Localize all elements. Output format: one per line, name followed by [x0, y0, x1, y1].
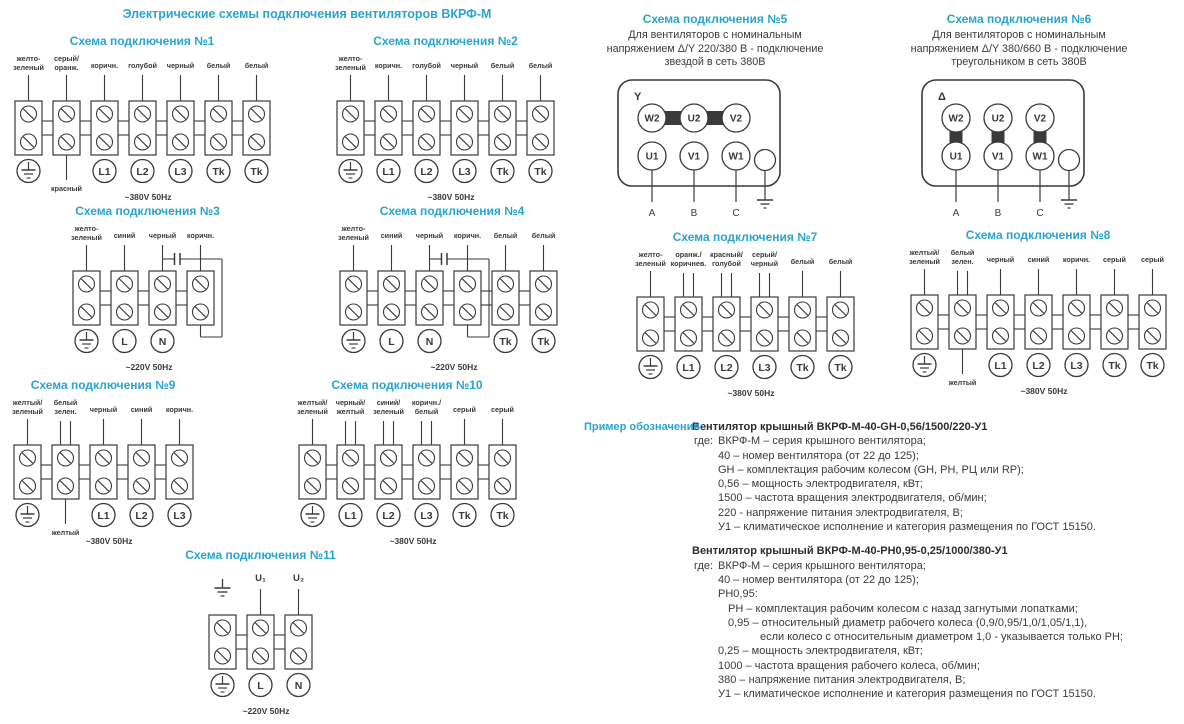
terminal-circle-label: Tk: [795, 362, 809, 374]
scheme-7: [602, 230, 888, 404]
motor-terminal-label: W2: [644, 113, 660, 124]
terminal-circle-label: L1: [382, 166, 395, 178]
example-line: 40 – номер вентилятора (от 22 до 125);: [718, 449, 919, 462]
wire-label: желтый: [51, 528, 79, 537]
scheme-10-diagram: [287, 395, 527, 552]
wire-label: желто-: [341, 224, 365, 233]
scheme-4: [328, 204, 576, 378]
example-line: РН – комплектация рабочим колесом с назад загнутыми лопатками;: [728, 602, 1078, 615]
wire-label: голубой: [711, 259, 741, 268]
terminal-block: [15, 101, 42, 155]
wire-label: белый: [244, 61, 268, 70]
designation-example: [584, 420, 1184, 702]
example-line: 1500 – частота вращения электродвигателя, об/мин;: [718, 492, 987, 505]
wire-label: черный: [89, 405, 117, 414]
terminal-block: [53, 101, 80, 155]
motor-terminals-svg: [894, 78, 1144, 226]
scheme-10: [287, 378, 527, 552]
terminal-block: [167, 101, 194, 155]
scheme-1-title: Схема подключения №1: [69, 34, 215, 48]
terminal-block: [91, 101, 118, 155]
terminal-block: [675, 297, 702, 351]
terminal-block: [713, 297, 740, 351]
motor-terminal-label: U1: [949, 151, 963, 162]
motor-terminal-label: V2: [1033, 113, 1047, 124]
terminal-block: [987, 295, 1014, 349]
ground-icon: [215, 579, 231, 596]
wire-label: желто-: [74, 224, 99, 233]
scheme-9-title: Схема подключения №9: [30, 378, 176, 392]
terminal-circle-label: L1: [97, 166, 111, 178]
scheme-8-diagram: [893, 245, 1183, 402]
motor-terminal-label: U1: [645, 151, 659, 162]
scheme-7-diagram: [602, 247, 888, 404]
wire-label: зеленый: [908, 257, 940, 266]
wire-label: серый: [452, 405, 476, 414]
scheme-11-diagram: [168, 565, 353, 722]
winding-type-label: Δ: [938, 90, 946, 103]
motor-terminal-label: W2: [948, 113, 964, 124]
scheme-11-title: Схема подключения №11: [185, 548, 336, 562]
wire-label: желтый: [336, 407, 364, 416]
scheme-6-desc-line: треугольником в сеть 380В: [951, 56, 1087, 68]
terminal-circle-label: Tk: [536, 336, 550, 348]
wire-label: коричн.: [453, 231, 481, 240]
scheme-3-title: Схема подключения №3: [75, 204, 220, 218]
wire-label: U₁: [255, 573, 266, 584]
scheme-5-diagram: [572, 78, 858, 231]
terminal-circle-label: Tk: [534, 166, 547, 178]
ground-terminal: [1059, 149, 1080, 170]
terminal-block: [454, 271, 481, 325]
wire-label: зеленый: [11, 407, 43, 416]
terminal-block: [911, 295, 938, 349]
example-line: если колесо с относительным диаметром 1,0 - указывается только РН;: [760, 631, 1123, 644]
jumper-bar: [1034, 131, 1047, 143]
wire-label: зелен.: [53, 407, 77, 416]
terminal-block: [247, 615, 274, 669]
wire-label: черный/: [335, 398, 365, 407]
terminal-block: [299, 445, 326, 499]
example-line: 0,25 – мощность электродвигателя, кВт;: [718, 645, 923, 658]
scheme-1: [2, 34, 282, 208]
terminal-block: [1101, 295, 1128, 349]
wire-label: белый: [528, 61, 553, 70]
terminal-block: [751, 297, 778, 351]
scheme-5-desc-line: звездой в сеть 380В: [664, 56, 766, 68]
terminal-block: [187, 271, 214, 325]
wire-label: коричнев.: [670, 259, 706, 268]
terminal-circle-label: L2: [1031, 360, 1045, 372]
scheme-3: [50, 204, 245, 378]
terminal-circle-label: L3: [419, 510, 433, 522]
jumper-bar: [950, 131, 963, 143]
terminal-block: [492, 271, 519, 325]
scheme-6-description: [876, 29, 1162, 70]
wire-label: зелен.: [950, 257, 974, 266]
terminal-block: [789, 297, 816, 351]
terminal-circle-label: N: [294, 680, 303, 692]
wire-label: черный: [750, 259, 778, 268]
terminal-circle-label: Tk: [249, 166, 263, 178]
terminal-circle-label: L1: [993, 360, 1007, 372]
wire-label: черный: [450, 61, 479, 70]
example-line: У1 – климатическое исполнение и категория размещения по ГОСТ 15150.: [718, 688, 1096, 701]
wire-label: белый: [490, 61, 515, 70]
terminal-strip-svg: [199, 565, 322, 717]
scheme-9: [3, 378, 203, 552]
scheme-1-diagram: [2, 51, 282, 208]
example-line: 0,95 – относительный диаметр рабочего колеса (0,9/0,95/1,0/1,05/1,1),: [728, 616, 1088, 629]
wire-label: белый: [414, 407, 438, 416]
terminal-circle-label: L2: [420, 166, 433, 178]
example-line: РН0,95:: [718, 588, 758, 601]
jumper-bar: [992, 131, 1005, 143]
terminal-block: [128, 445, 155, 499]
terminal-strip-svg: [327, 51, 564, 203]
voltage-label: ~380V 50Hz: [1019, 386, 1068, 396]
terminal-circle-label: Tk: [833, 362, 847, 374]
scheme-5-description: [572, 29, 858, 70]
voltage-label: ~220V 50Hz: [429, 362, 478, 372]
wire-label: желтый/: [297, 398, 327, 407]
page-title: Электрические схемы подключения вентиляторов ВКРФ-М: [122, 7, 492, 21]
wire-label: белый: [53, 398, 77, 407]
terminal-block: [243, 101, 270, 155]
voltage-label: ~380V 50Hz: [388, 536, 437, 546]
example-line: 40 – номер вентилятора (от 22 до 125);: [718, 573, 919, 586]
motor-terminal-label: V1: [991, 151, 1005, 162]
wire-label: оранж./: [674, 250, 702, 259]
example-line: У1 – климатическое исполнение и категория размещения по ГОСТ 15150.: [718, 521, 1096, 534]
wire-label: синий: [1027, 255, 1049, 264]
terminal-block: [205, 101, 232, 155]
terminal-circle-label: L3: [1069, 360, 1083, 372]
terminal-block: [1063, 295, 1090, 349]
motor-terminal-label: U2: [687, 113, 701, 124]
example-line: ВКРФ-М – серия крышного вентилятора;: [718, 559, 926, 572]
ground-icon: [1061, 170, 1077, 208]
scheme-6-desc-line: напряжением Δ/Y 380/660 В - подключение: [910, 42, 1128, 55]
wire-label: голубой: [412, 61, 441, 70]
terminal-circle-label: L3: [172, 510, 186, 522]
wire-label: голубой: [127, 61, 157, 70]
terminal-circle-label: L3: [173, 166, 187, 178]
wire-label: коричн.: [165, 405, 193, 414]
motor-terminal-label: V2: [729, 113, 743, 124]
example-label: Пример обозначения:: [584, 421, 704, 433]
scheme-6-title: Схема подключения №6: [946, 12, 1092, 26]
voltage-label: ~380V 50Hz: [123, 192, 172, 202]
wire-label: желтый/: [909, 248, 939, 257]
scheme-2-diagram: [318, 51, 573, 208]
wire-label: красный: [50, 184, 82, 193]
wire-label: желтый: [948, 378, 976, 387]
motor-terminals-svg: [590, 78, 840, 226]
wire-label: оранж.: [53, 63, 79, 72]
motor-box: [618, 80, 780, 186]
scheme-5-desc-line: напряжением Δ/Y 220/380 В - подключение: [606, 42, 824, 55]
terminal-block: [1139, 295, 1166, 349]
terminal-circle-label: N: [158, 336, 167, 348]
example-block-1-where: где:: [694, 435, 714, 448]
terminal-circle-label: N: [425, 336, 433, 348]
motor-terminal-label: V1: [687, 151, 701, 162]
wire-label: белый: [950, 248, 974, 257]
example-block-1-lines: [718, 434, 1184, 534]
scheme-5-desc-line: Для вентиляторов с номинальным: [628, 29, 802, 41]
scheme-6-desc-line: Для вентиляторов с номинальным: [932, 29, 1106, 41]
phase-label: B: [690, 207, 698, 219]
phase-label: C: [1036, 207, 1044, 219]
capacitor-icon: [163, 253, 223, 337]
wire-label: белый: [206, 61, 230, 70]
wire-label: зеленый: [337, 233, 369, 242]
terminal-circle-label: L: [257, 680, 264, 692]
wire-label: желто-: [638, 250, 662, 259]
scheme-3-diagram: [50, 221, 245, 378]
wire-label: синий: [113, 231, 136, 240]
example-line: 380 – напряжение питания электродвигателя, В;: [718, 674, 966, 687]
wire-label: синий/: [376, 398, 400, 407]
terminal-block: [52, 445, 79, 499]
terminal-strip-svg: [4, 395, 203, 547]
example-block-2-where: где:: [694, 559, 714, 572]
scheme-9-diagram: [3, 395, 203, 552]
scheme-2: [318, 34, 573, 208]
wire-label: белый: [828, 257, 852, 266]
terminal-circle-label: L1: [681, 362, 695, 374]
scheme-11: [168, 548, 353, 722]
terminal-block: [637, 297, 664, 351]
terminal-circle-label: Tk: [1145, 360, 1159, 372]
wire-label: серый/: [751, 250, 777, 259]
scheme-5-title: Схема подключения №5: [642, 12, 788, 26]
phase-label: C: [732, 207, 740, 219]
wire-label: желто-: [338, 54, 363, 63]
wire-label: желтый/: [12, 398, 42, 407]
terminal-circle-label: Tk: [498, 336, 512, 348]
wire-label: белый: [493, 231, 517, 240]
wire-label: синий: [380, 231, 402, 240]
wire-label: коричн.: [90, 61, 118, 70]
terminal-strip-svg: [627, 247, 864, 399]
scheme-6-diagram: [876, 78, 1162, 231]
terminal-block: [209, 615, 236, 669]
wire-label: черный: [415, 231, 443, 240]
scheme-8: [893, 228, 1183, 402]
winding-type-label: Y: [634, 90, 642, 103]
wire-label: черный: [148, 231, 177, 240]
terminal-circle-label: L2: [135, 166, 149, 178]
example-block-2-title: Вентилятор крышный ВКРФ-М-40-РН0,95-0,25/1000/380-У1: [692, 545, 1008, 558]
wire-label: серый/: [53, 54, 79, 63]
terminal-circle-label: Tk: [211, 166, 225, 178]
ground-terminal: [755, 149, 776, 170]
scheme-8-title: Схема подключения №8: [965, 228, 1111, 242]
terminal-circle-label: L: [121, 336, 128, 348]
wire-label: зеленый: [12, 63, 44, 72]
wire-label: коричн.: [1062, 255, 1090, 264]
terminal-strip-svg: [901, 245, 1176, 397]
scheme-5: [572, 12, 858, 231]
terminal-circle-label: L1: [343, 510, 357, 522]
terminal-circle-label: Tk: [457, 510, 471, 522]
terminal-strip-svg: [63, 221, 232, 373]
wire-label: коричн./: [411, 398, 441, 407]
wire-label: серый: [490, 405, 514, 414]
wire-label: зеленый: [634, 259, 666, 268]
terminal-block: [827, 297, 854, 351]
terminal-circle-label: L: [387, 336, 395, 348]
wire-label: синий: [130, 405, 152, 414]
terminal-block: [340, 271, 367, 325]
scheme-6: [876, 12, 1162, 231]
voltage-label: ~380V 50Hz: [726, 388, 775, 398]
example-line: GH – комплектация рабочим колесом (GH, PH, РЦ или RP);: [718, 463, 1024, 476]
terminal-block: [337, 445, 364, 499]
motor-terminal-label: W1: [1032, 151, 1048, 162]
wire-label: зеленый: [335, 63, 366, 72]
terminal-block: [375, 101, 402, 155]
wire-label: желто-: [16, 54, 40, 63]
terminal-block: [129, 101, 156, 155]
terminal-circle-label: L2: [134, 510, 148, 522]
wire-label: зеленый: [71, 233, 102, 242]
terminal-block: [451, 445, 478, 499]
terminal-block: [527, 101, 554, 155]
wire-label: зеленый: [372, 407, 404, 416]
terminal-block: [416, 271, 443, 325]
voltage-label: ~220V 50Hz: [242, 706, 290, 716]
terminal-circle-label: L1: [96, 510, 110, 522]
wire-label: белый: [790, 257, 814, 266]
terminal-block: [378, 271, 405, 325]
terminal-strip-svg: [5, 51, 280, 203]
phase-label: A: [952, 207, 960, 219]
wire-label: черный: [166, 61, 194, 70]
wire-label: U₂: [292, 573, 305, 584]
terminal-strip-svg: [289, 395, 526, 547]
terminal-circle-label: L2: [719, 362, 733, 374]
example-line: ВКРФ-М – серия крышного вентилятора;: [718, 435, 926, 448]
wire-label: серый: [1102, 255, 1126, 264]
terminal-circle-label: Tk: [1107, 360, 1121, 372]
capacitor-icon: [429, 253, 489, 337]
terminal-block: [451, 101, 478, 155]
scheme-2-title: Схема подключения №2: [373, 34, 518, 48]
motor-terminal-label: W1: [728, 151, 744, 162]
terminal-block: [489, 101, 516, 155]
terminal-circle-label: Tk: [496, 166, 509, 178]
terminal-circle-label: Tk: [495, 510, 509, 522]
wire-label: белый: [531, 231, 555, 240]
terminal-block: [285, 615, 312, 669]
terminal-block: [111, 271, 138, 325]
voltage-label: ~380V 50Hz: [427, 192, 475, 202]
wire-label: серый: [1140, 255, 1164, 264]
phase-label: B: [994, 207, 1002, 219]
wire-label: черный: [986, 255, 1014, 264]
wire-label: красный/: [709, 250, 743, 259]
terminal-block: [337, 101, 364, 155]
terminal-block: [530, 271, 557, 325]
voltage-label: ~380V 50Hz: [84, 536, 133, 546]
scheme-4-diagram: [328, 221, 576, 378]
scheme-4-title: Схема подключения №4: [379, 204, 525, 218]
terminal-block: [73, 271, 100, 325]
terminal-strip-svg: [330, 221, 575, 373]
terminal-block: [14, 445, 41, 499]
terminal-circle-label: L3: [757, 362, 771, 374]
terminal-block: [949, 295, 976, 349]
wire-label: коричн.: [374, 61, 403, 70]
ground-icon: [757, 170, 773, 208]
terminal-block: [413, 101, 440, 155]
terminal-block: [489, 445, 516, 499]
example-line: 0,56 – мощность электродвигателя, кВт;: [718, 478, 923, 491]
wire-label: коричн.: [186, 231, 215, 240]
terminal-block: [413, 445, 440, 499]
terminal-circle-label: L2: [381, 510, 395, 522]
example-line: 1000 – частота вращения рабочего колеса, об/мин;: [718, 659, 980, 672]
wire-label: зеленый: [296, 407, 328, 416]
terminal-block: [1025, 295, 1052, 349]
motor-terminal-label: U2: [991, 113, 1005, 124]
scheme-7-title: Схема подключения №7: [672, 230, 818, 244]
terminal-circle-label: L3: [458, 166, 471, 178]
example-block-2-lines: [718, 559, 1184, 702]
scheme-10-title: Схема подключения №10: [331, 378, 483, 392]
terminal-block: [90, 445, 117, 499]
phase-label: A: [648, 207, 656, 219]
voltage-label: ~220V 50Hz: [125, 362, 173, 372]
terminal-block: [166, 445, 193, 499]
terminal-block: [375, 445, 402, 499]
example-block-1-title: Вентилятор крышный ВКРФ-М-40-GH-0,56/1500/220-У1: [692, 421, 988, 433]
example-line: 220 - напряжение питания электродвигателя, В;: [718, 506, 963, 519]
terminal-block: [149, 271, 176, 325]
